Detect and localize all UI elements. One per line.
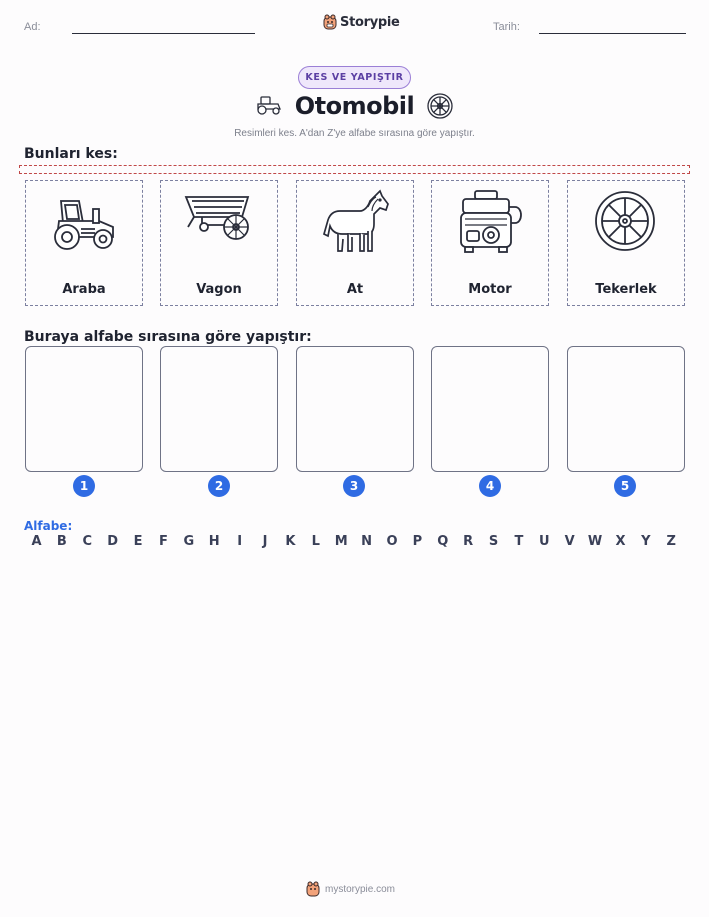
- alphabet-letter: M: [334, 534, 348, 549]
- alphabet-letter: X: [615, 534, 626, 549]
- alphabet-letter: W: [587, 534, 603, 549]
- alphabet-letter: C: [82, 534, 93, 549]
- card-label: Motor: [468, 282, 512, 297]
- alphabet-letter: Q: [437, 534, 449, 549]
- wheel-icon: [426, 92, 454, 120]
- storypie-mascot-icon: [323, 14, 337, 30]
- alphabet-letter: A: [31, 534, 42, 549]
- alphabet-letter: J: [262, 534, 268, 549]
- alphabet-letter: S: [488, 534, 499, 549]
- alphabet-row: [24, 534, 684, 549]
- alphabet-letter: F: [159, 534, 168, 549]
- horse-icon: [316, 187, 396, 259]
- activity-badge: KES VE YAPIŞTIR: [298, 66, 411, 89]
- alphabet-letter: E: [133, 534, 143, 549]
- paste-box-5[interactable]: [567, 346, 685, 472]
- position-number-1: 1: [73, 475, 95, 497]
- storypie-mascot-icon: [306, 881, 320, 897]
- cut-heading: Bunları kes:: [24, 146, 118, 162]
- card-label: Araba: [62, 282, 106, 297]
- alphabet-letter: B: [56, 534, 67, 549]
- cut-card-motor[interactable]: [431, 180, 549, 306]
- paste-box-1[interactable]: [25, 346, 143, 472]
- footer: [306, 881, 395, 897]
- position-number-3: 3: [343, 475, 365, 497]
- cut-card-araba[interactable]: [25, 180, 143, 306]
- brand-logo: [323, 14, 400, 30]
- alphabet-letter: V: [564, 534, 575, 549]
- cut-card-vagon[interactable]: [160, 180, 278, 306]
- name-label: Ad:: [24, 21, 41, 33]
- card-label: Vagon: [196, 282, 242, 297]
- instructions: Resimleri kes. A'dan Z'ye alfabe sırasına göre yapıştır.: [234, 128, 475, 139]
- wheel-icon: [587, 187, 667, 259]
- alphabet-letter: O: [386, 534, 398, 549]
- cut-card-at[interactable]: [296, 180, 414, 306]
- alphabet-letter: D: [107, 534, 119, 549]
- alphabet-letter: L: [311, 534, 320, 549]
- position-number-4: 4: [479, 475, 501, 497]
- paste-box-2[interactable]: [160, 346, 278, 472]
- brand-name: Storypie: [340, 14, 400, 30]
- date-line: [539, 33, 686, 34]
- alphabet-letter: Y: [641, 534, 651, 549]
- card-label: Tekerlek: [595, 282, 657, 297]
- paste-heading: Buraya alfabe sırasına göre yapıştır:: [24, 329, 312, 345]
- alphabet-letter: U: [539, 534, 550, 549]
- name-line: [72, 33, 255, 34]
- paste-box-3[interactable]: [296, 346, 414, 472]
- alphabet-letter: T: [514, 534, 524, 549]
- cut-card-tekerlek[interactable]: [567, 180, 685, 306]
- alphabet-label: Alfabe:: [24, 519, 73, 533]
- card-label: At: [346, 282, 364, 297]
- alphabet-letter: Z: [666, 534, 676, 549]
- alphabet-letter: I: [237, 534, 243, 549]
- alphabet-letter: R: [463, 534, 474, 549]
- footer-url: mystorypie.com: [325, 883, 396, 895]
- position-number-2: 2: [208, 475, 230, 497]
- position-number-5: 5: [614, 475, 636, 497]
- alphabet-letter: P: [412, 534, 423, 549]
- alphabet-letter: K: [285, 534, 296, 549]
- tractor-icon: [45, 187, 125, 259]
- alphabet-letter: H: [208, 534, 220, 549]
- engine-icon: [451, 187, 531, 259]
- page-title: Otomobil: [294, 92, 415, 120]
- paste-box-4[interactable]: [431, 346, 549, 472]
- date-label: Tarih:: [493, 21, 520, 33]
- alphabet-letter: G: [183, 534, 195, 549]
- cut-line: [19, 165, 690, 174]
- wagon-icon: [180, 187, 260, 259]
- alphabet-letter: N: [361, 534, 373, 549]
